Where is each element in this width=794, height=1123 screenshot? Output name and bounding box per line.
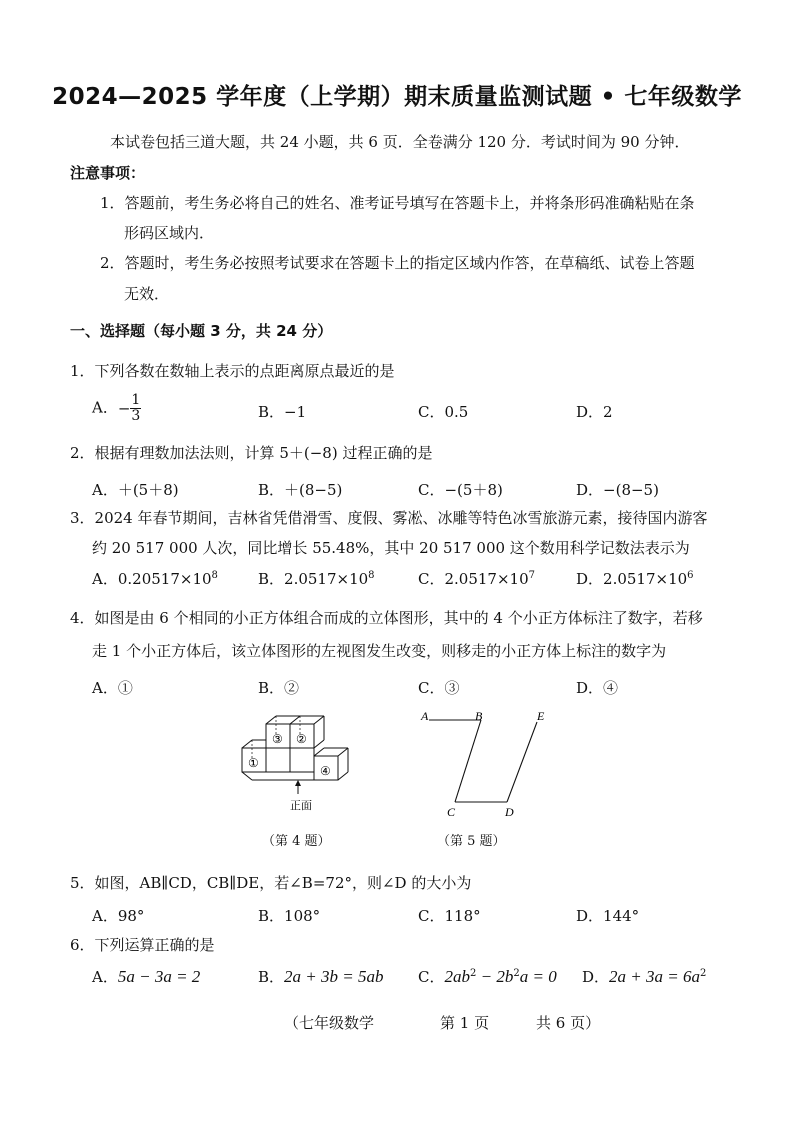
q6-option-a-expression: 5a − 3a = 2 bbox=[117, 967, 201, 986]
q6-option-c bbox=[418, 966, 557, 987]
q4-option-a: A．① bbox=[92, 679, 133, 697]
q4-cube-label-3: ③ bbox=[272, 732, 283, 746]
q1-stem: 1．下列各数在数轴上表示的点距离原点最近的是 bbox=[70, 362, 395, 380]
q3-option-c-base: 2.0517×10 bbox=[444, 570, 529, 588]
q3-option-b-exponent: 8 bbox=[368, 570, 375, 581]
q3-option-a-label: A． bbox=[92, 570, 118, 588]
notice-item-1: 1．答题前，考生务必将自己的姓名、准考证号填写在答题卡上，并将条形码准确粘贴在条 bbox=[100, 194, 695, 212]
q6-option-d-label: D． bbox=[582, 968, 610, 986]
q1-option-b: B．−1 bbox=[258, 403, 307, 421]
q4-figure-caption: （第 4 题） bbox=[262, 834, 331, 849]
front-view-arrowhead bbox=[295, 780, 301, 786]
q4-option-b: B．② bbox=[258, 679, 300, 697]
q3-stem-line-1: 3．2024 年春节期间，吉林省凭借滑雪、度假、雾凇、冰雕等特色冰雪旅游元素，接待国内游客 bbox=[70, 509, 708, 527]
q6-option-c-term-3: a = 0 bbox=[519, 967, 557, 986]
q3-option-c-label: C． bbox=[418, 570, 445, 588]
q4-stem-line-1: 4．如图是由 6 个相同的小正方体组合而成的立体图形，其中的 4 个小正方体标注了数字，若移 bbox=[70, 609, 703, 627]
point-b-label: B bbox=[475, 709, 483, 723]
q5-stem: 5．如图，AB∥CD，CB∥DE，若∠B=72°，则∠D 的大小为 bbox=[70, 874, 472, 892]
q4-cube-label-4: ④ bbox=[320, 764, 331, 778]
q6-option-b-expression: 2a + 3b = 5ab bbox=[284, 967, 384, 986]
intro-text: 本试卷包括三道大题，共 24 小题，共 6 页．全卷满分 120 分．考试时间为 90 分钟． bbox=[110, 133, 690, 151]
q4-option-c: C．③ bbox=[418, 679, 460, 697]
q1-fraction-denominator: 3 bbox=[131, 408, 141, 424]
q6-option-c-term-2: − 2b bbox=[476, 967, 514, 986]
q6-option-b-label: B． bbox=[258, 968, 285, 986]
q3-option-d-exponent: 6 bbox=[687, 570, 694, 581]
q3-option-c-exponent: 7 bbox=[528, 570, 535, 581]
q6-option-c-label: C． bbox=[418, 968, 445, 986]
point-d-label: D bbox=[505, 805, 514, 819]
q4-front-label: 正面 bbox=[290, 800, 312, 812]
q3-option-c bbox=[418, 568, 535, 589]
q6-option-c-exp-1: 2 bbox=[469, 968, 477, 979]
q1-fraction-numerator: 1 bbox=[131, 392, 141, 408]
q4-cube-label-1: ① bbox=[248, 756, 259, 770]
q2-option-c: C．−(5＋8) bbox=[418, 481, 503, 499]
q3-option-a-exponent: 8 bbox=[211, 570, 218, 581]
footer-page-number: 第 1 页 bbox=[440, 1014, 490, 1032]
point-e-label: E bbox=[537, 709, 545, 723]
notice-item-2: 2．答题时，考生务必按照考试要求在答题卡上的指定区域内作答，在草稿纸、试卷上答题 bbox=[100, 254, 695, 272]
q2-option-a: A．＋(5＋8) bbox=[92, 481, 179, 499]
notice-item-1-cont: 形码区域内． bbox=[124, 224, 215, 242]
q1-option-d: D．2 bbox=[576, 403, 613, 421]
q1-option-c: C．0.5 bbox=[418, 403, 469, 421]
notice-heading: 注意事项： bbox=[70, 164, 146, 182]
exam-title: 2024—2025 学年度（上学期）期末质量监测试题 • 七年级数学 bbox=[52, 84, 742, 110]
q5-figure-caption: （第 5 题） bbox=[437, 834, 506, 849]
q2-option-b: B．＋(8−5) bbox=[258, 481, 343, 499]
q4-cube-figure bbox=[238, 706, 358, 816]
q3-option-d-base: 2.0517×10 bbox=[603, 570, 688, 588]
q5-option-b: B．108° bbox=[258, 907, 321, 925]
q6-option-d-exponent: 2 bbox=[699, 968, 707, 979]
point-a-label: A bbox=[421, 709, 429, 723]
q6-option-d-expression: 2a + 3a = 6a bbox=[609, 967, 700, 986]
notice-item-2-cont: 无效． bbox=[124, 285, 170, 303]
q5-parallel-figure bbox=[415, 708, 555, 820]
q6-option-a-label: A． bbox=[92, 968, 118, 986]
footer-subject: （七年级数学 bbox=[284, 1014, 375, 1032]
q4-stem-line-2: 走 1 个小正方体后，该立体图形的左视图发生改变，则移走的小正方体上标注的数字为 bbox=[92, 642, 667, 660]
q3-option-b bbox=[258, 568, 375, 589]
q6-stem: 6．下列运算正确的是 bbox=[70, 936, 215, 954]
q1-option-a-fraction bbox=[130, 393, 141, 424]
q3-option-b-label: B． bbox=[258, 570, 285, 588]
footer-total-pages: 共 6 页） bbox=[536, 1014, 601, 1032]
q2-option-d: D．−(8−5) bbox=[576, 481, 659, 499]
q4-cube-label-2: ② bbox=[296, 732, 307, 746]
q3-option-a-base: 0.20517×10 bbox=[117, 570, 212, 588]
q5-option-c: C．118° bbox=[418, 907, 481, 925]
q6-option-d bbox=[582, 966, 706, 987]
q3-option-a bbox=[92, 568, 218, 589]
section-1-heading: 一、选择题（每小题 3 分，共 24 分） bbox=[70, 322, 333, 340]
q6-option-b bbox=[258, 966, 383, 987]
q3-option-b-base: 2.0517×10 bbox=[284, 570, 369, 588]
q6-option-a bbox=[92, 966, 200, 987]
q5-option-a: A．98° bbox=[92, 907, 145, 925]
q3-option-d bbox=[576, 568, 694, 589]
q3-stem-line-2: 约 20 517 000 人次，同比增长 55.48%，其中 20 517 000 这个数用科学记数法表示为 bbox=[92, 539, 690, 557]
point-c-label: C bbox=[447, 805, 456, 819]
q1-option-a bbox=[92, 393, 141, 424]
q2-stem: 2．根据有理数加法法则，计算 5＋(−8) 过程正确的是 bbox=[70, 444, 433, 462]
q4-option-d: D．④ bbox=[576, 679, 619, 697]
q1-option-a-sign: − bbox=[117, 399, 131, 418]
q1-option-a-label: A． bbox=[92, 398, 118, 417]
q5-option-d: D．144° bbox=[576, 907, 640, 925]
q6-option-c-exp-2: 2 bbox=[513, 968, 520, 979]
q3-option-d-label: D． bbox=[576, 570, 604, 588]
q6-option-c-term-1: 2ab bbox=[444, 967, 470, 986]
